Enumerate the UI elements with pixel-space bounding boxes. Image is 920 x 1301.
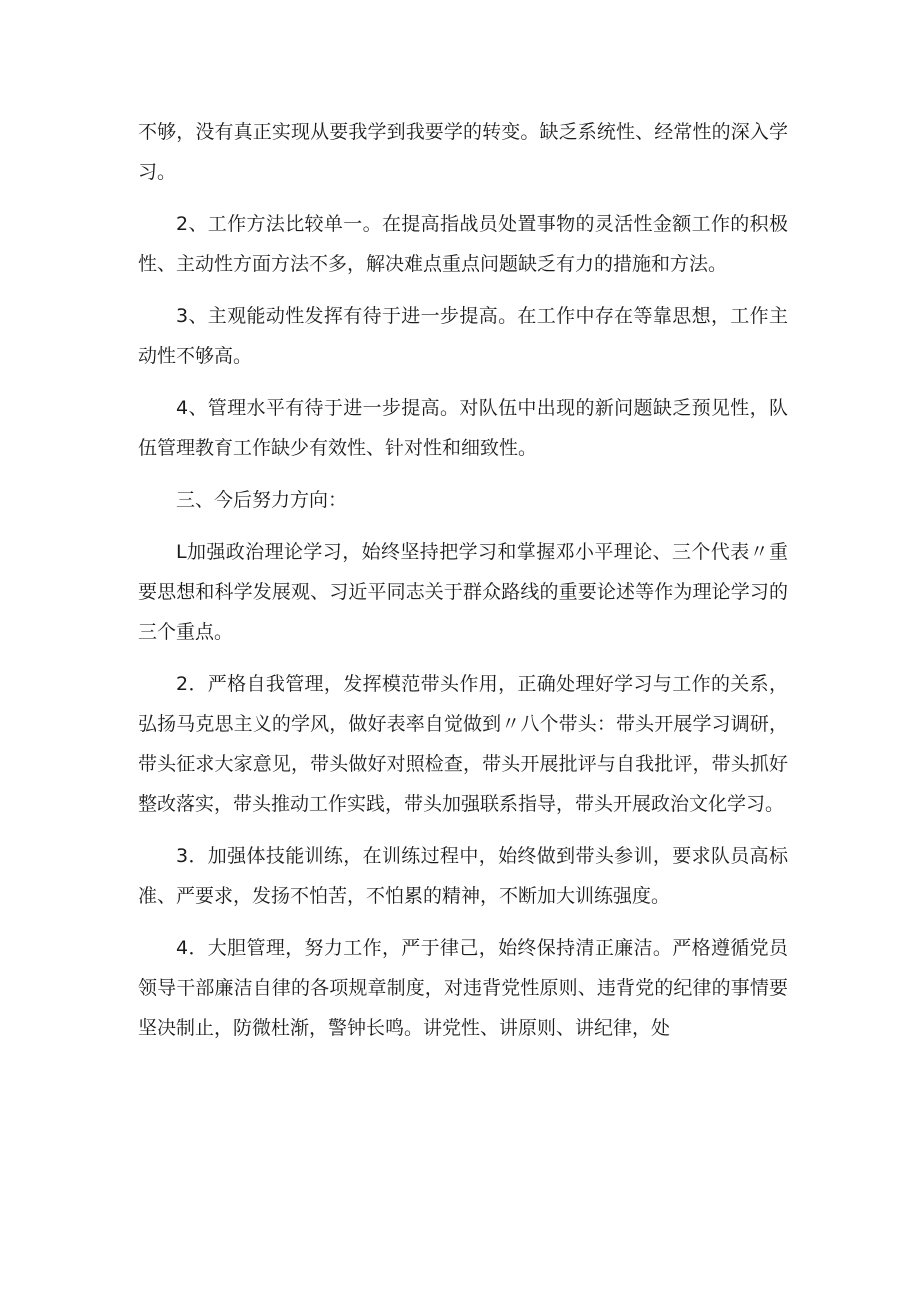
section-heading-future-direction: 三、今后努力方向： [176,489,348,511]
document-body [138,112,788,1060]
paragraph-item-4: 4、管理水平有待于进一步提高。对队伍中出现的新问题缺乏预见性，队伍管理教育工作缺少有效性、针对性和细致性。 [138,397,788,459]
paragraph-item-3: 3、主观能动性发挥有待于进一步提高。在工作中存在等靠思想，工作主动性不够高。 [138,305,788,367]
paragraph-direction-1: L加强政治理论学习，始终坚持把学习和掌握邓小平理论、三个代表〃重要思想和科学发展观、习近平同志关于群众路线的重要论述等作为理论学习的三个重点。 [138,541,788,643]
paragraph-direction-4: 4．大胆管理，努力工作，严于律己，始终保持清正廉洁。严格遵循党员领导干部廉洁自律的各项规章制度，对违背党性原则、违背党的纪律的事情要坚决制止，防微杜渐，警钟长鸣。讲党性、讲原则、讲纪律，处 [138,937,788,1039]
paragraph-direction-2: 2．严格自我管理，发挥模范带头作用，正确处理好学习与工作的关系，弘扬马克思主义的学风，做好表率自觉做到〃八个带头：带头开展学习调研，带头征求大家意见，带头做好对照检查，带头开展批评与自我批评，带头抓好整改落实，带头推动工作实践，带头加强联系指导，带头开展政治文化学习。 [138,673,788,815]
paragraph-direction-3: 3．加强体技能训练，在训练过程中，始终做到带头参训，要求队员高标准、严要求，发扬不怕苦，不怕累的精神，不断加大训练强度。 [138,845,788,907]
paragraph-item-2: 2、工作方法比较单一。在提高指战员处置事物的灵活性金额工作的积极性、主动性方面方法不多，解决难点重点问题缺乏有力的措施和方法。 [138,213,788,275]
paragraph-continuation: 不够，没有真正实现从要我学到我要学的转变。缺乏系统性、经常性的深入学习。 [138,121,788,183]
